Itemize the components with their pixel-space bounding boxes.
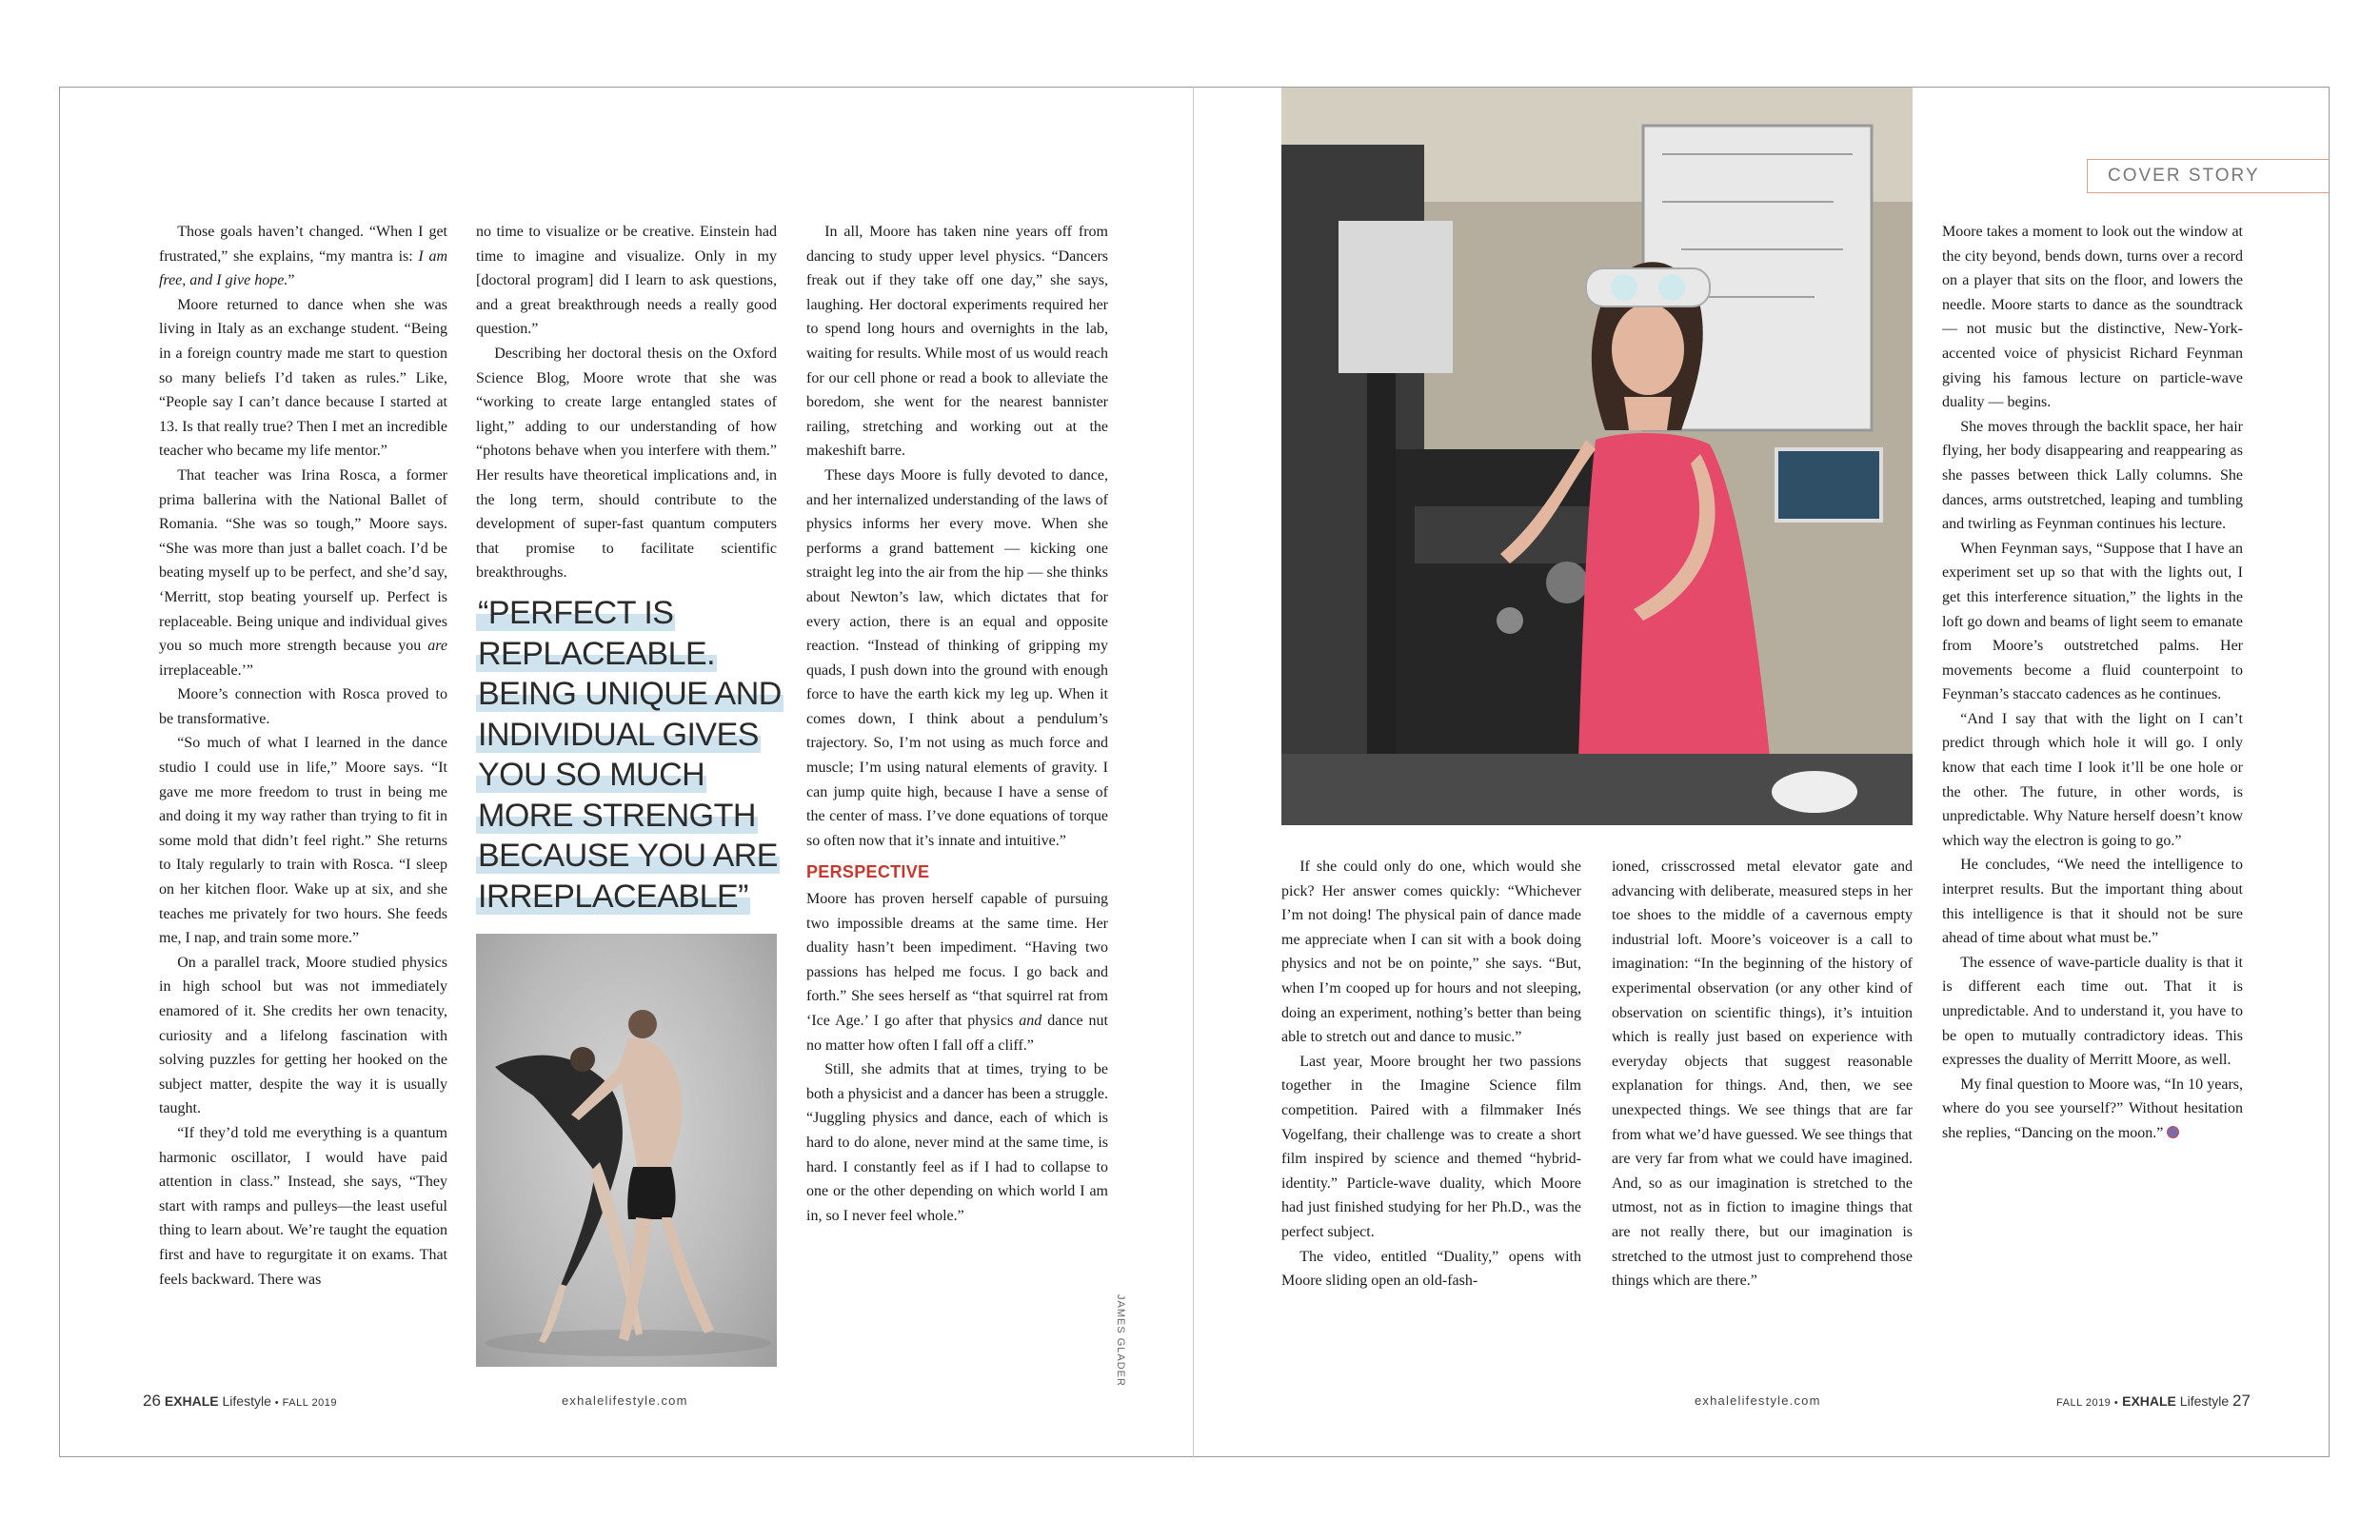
page-gutter bbox=[1193, 87, 1194, 1457]
left-column-2 bbox=[476, 220, 777, 585]
left-column-1: Those goals haven’t changed. “When I get frustrated,” she explains, “my mantra is: I am free, and I give hope.” Moore returned to dance when she was living in Italy as an exchange student. “Being in a foreign country made me start to question so many beliefs I’d taken as rules.” Like, “People say I can’t dance because I started at 13. Is that really true? Then I met an incredible teacher who became my life mentor.” That teacher was Irina Rosca, a former prima ballerina with the National Ballet of Romania. “She was so tough,” Moore says. “She was more than just a ballet coach. I’d be beating myself up to be perfect, and she’d say, ‘Merritt, stop beating yourself up. Perfect is replaceable. Being unique and individual gives you so much more strength because you are irreplaceable.’” Moore’s connection with Rosca proved to be transformative. “So much of what I learned in the dance studio I could use in life,” Moore says. “It gave me more freedom to trust in being me and doing it my way rather than trying to fit in some mold that didn’t feel right.” She returns to Italy regularly to train with Rosca. “I sleep on her kitchen floor. Wake up at six, and she teaches me privately for two hours. She feeds me, I nap, and train some more.” On a parallel track, Moore studied physics in high school but was not immediately enamored of it. She credits her own tenacity, curiosity and a lifelong fascination with solving puzzles for getting her hooked on the subject matter, despite the way it is usually taught. “If they’d told me everything is a quantum harmonic oscillator, I would have paid attention in class.” Instead, she says, “They start with ramps and pulleys—the least useful thing to learn about. We’re taught the equation first and have to regurgitate it on exams. That feels backward. There was bbox=[159, 220, 447, 1292]
paragraph: ioned, crisscrossed metal elevator gate and advancing with deliberate, measured steps in her toe shoes to the middle of a cavernous empty industrial loft. Moore’s voiceover is a call to imagination: “In the beginning of the history of experimental observation (or any other kind of observation on scientific things), it’s intuition which is really just based on experience with everyday objects that suggest reasonable explanation for things. And, then, we see unexpected things. We see things that are far from what we’d have guessed. We see things that are very far from what we could have imagined. And, so as our imagination is stretched to the utmost, not as in fiction to imagine things that are not really there, but our imagination is stretched to the utmost just to comprehend those things which are there.” bbox=[1612, 859, 1913, 1290]
right-folio: FALL 2019 • EXHALE Lifestyle 27 bbox=[2056, 1392, 2251, 1410]
end-mark-icon bbox=[2167, 1126, 2179, 1138]
paragraph: Moore’s connection with Rosca proved to be transformative. bbox=[159, 686, 447, 727]
left-url: exhalelifestyle.com bbox=[562, 1393, 688, 1408]
mantra: I am free, and I give hope. bbox=[159, 247, 447, 289]
paragraph: These days Moore is fully devoted to dance, and her internalized understanding of the laws of physics informs her every move. When she performs a grand battement — kicking one straight leg into the air from the hip — she thinks about Newton’s law, which dictates that for every action, there is an equal and opposite reaction. “Instead of thinking of gripping my quads, I push down into the ground with enough force to have the earth kick my leg up. When it comes down, I think about a pendulum’s trajectory. So, I’m not using as much force and muscle; I’m using natural elements of gravity. I can jump quite high, because I have a sense of the center of mass. I’ve done equations of torque so often now that it’s innate and intuitive.” bbox=[806, 466, 1108, 849]
left-folio: 26 EXHALE Lifestyle • FALL 2019 bbox=[143, 1392, 337, 1410]
photo-credit: JAMES GLADER bbox=[1115, 1294, 1126, 1387]
paragraph: “If they’d told me everything is a quantum harmonic oscillator, I would have paid attention in class.” Instead, she says, “They start with ramps and pulleys—the least useful thing to learn about. We’re taught the equation first and have to regurgitate it on exams. That feels backward. There was bbox=[159, 1124, 447, 1288]
paragraph: no time to visualize or be creative. Einstein had time to imagine and visualize. Only in my [doctoral program] did I learn to ask questions, and a great breakthrough needs a really good question.” bbox=[476, 224, 777, 338]
paragraph: Moore has proven herself capable of pursuing two impossible dreams at the same time. Her duality hasn’t been impediment. “Having two passions has helped me focus. I go back and forth.” She sees herself as “that squirrel rat from ‘Ice Age.’ I go after that physics bbox=[806, 891, 1108, 1029]
paragraph: My final question to Moore was, “In 10 years, where do you see yourself?” Without hesitation she replies, “Dancing on the moon.” bbox=[1942, 1076, 2243, 1141]
paragraph: When Feynman says, “Suppose that I have an experiment set up so that with the lights out, I get this interference situation,” the lights in the loft go down and beams of light seem to emanate from Moore’s outstretched palms. Her movements become a fluid counterpoint to Feynman’s staccato cadences as he continues. bbox=[1942, 540, 2243, 703]
section-heading: PERSPECTIVE bbox=[806, 862, 930, 882]
right-column-2 bbox=[1612, 855, 1913, 1293]
paragraph: Describing her doctoral thesis on the Oxford Science Blog, Moore wrote that she was “working to create large entangled states of light,” adding to our understanding of how “photons behave when you interfere with them.” Her results have theoretical implications and, in the long term, should contribute to the development of super-fast quantum computers that promise to facilitate scientific breakthroughs. bbox=[476, 345, 777, 582]
paragraph: Still, she admits that at times, trying to be both a physicist and a dancer has been a struggle. “Juggling physics and dance, each of which is hard to do alone, never mind at the same time, is hard. I constantly feel as if I had to collapse to one or the other depending on which world I am in, so I never feel whole.” bbox=[806, 1061, 1108, 1224]
paragraph: The video, entitled “Duality,” opens with Moore sliding open an old-fash- bbox=[1281, 1248, 1581, 1290]
paragraph: On a parallel track, Moore studied physics in high school but was not immediately enamored of it. She credits her own tenacity, curiosity and a lifelong fascination with solving puzzles for getting her hooked on the subject matter, despite the way it is usually taught. bbox=[159, 954, 447, 1117]
paragraph: He concludes, “We need the intelligence to interpret results. But the important thing about this intelligence is that it should not be sure ahead of time about what must be.” bbox=[1942, 857, 2243, 947]
right-url: exhalelifestyle.com bbox=[1695, 1393, 1821, 1408]
paragraph: Those goals haven’t changed. “When I get frustrated,” she explains, “my mantra is: bbox=[159, 224, 447, 265]
paragraph: Moore takes a moment to look out the window at the city beyond, bends down, turns over a record on a player that sits on the floor, and lowers the needle. Moore starts to dance as the soundtrack — not music but the distinctive, New-York-accented voice of physicist Richard Feynman giving his famous lecture on particle-wave duality — begins. bbox=[1942, 224, 2243, 411]
right-column-1 bbox=[1281, 855, 1581, 1293]
paragraph: Moore returned to dance when she was living in Italy as an exchange student. “Being in a foreign country made me start to question so many beliefs I’d taken as rules.” Like, “People say I can’t dance because I started at 13. Is that really true? Then I met an incredible teacher who became my life mentor.” bbox=[159, 296, 447, 460]
paragraph: If she could only do one, which would she pick? Her answer comes quickly: “Whichever I’m not doing! The physical pain of dance made me appreciate when I can sit with a book doing physics and not be on pointe,” she says. “But, when I’m cooped up for hours and not sleeping, doing an experiment, nothing’s better than being able to stretch out and dance to music.” bbox=[1281, 859, 1581, 1046]
lab-illustration bbox=[1281, 88, 1913, 825]
lab-photo bbox=[1281, 88, 1913, 825]
paragraph: That teacher was Irina Rosca, a former prima ballerina with the National Ballet of Romania. “She was so tough,” Moore says. “She was more than just a ballet coach. I’d be beating myself up to be perfect, and she’d say, ‘Merritt, stop beating yourself up. Perfect is replaceable. Being unique and individual gives you so much more strength because you bbox=[159, 466, 447, 655]
paragraph: In all, Moore has taken nine years off from dancing to study upper level physics. “Dancers freak out if they take off one day,” she says, laughing. Her doctoral experiments required her to spend long hours and overnights in the lab, waiting for results. While most of us would reach for our cell phone or read a book to alleviate the boredom, she went for the nearest bannister railing, stretching and working out at the makeshift barre. bbox=[806, 224, 1108, 460]
dancers-illustration bbox=[476, 934, 777, 1367]
paragraph: The essence of wave-particle duality is that it is different each time out. That it is unpredictable. And to understand it, you have to be open to mutually contradictory ideas. This expresses the duality of Merritt Moore, as well. bbox=[1942, 954, 2243, 1069]
left-column-3: In all, Moore has taken nine years off from dancing to study upper level physics. “Dancers freak out if they take off one day,” she says, laughing. Her doctoral experiments required her to spend long hours and overnights in the lab, waiting for results. While most of us would reach for our cell phone or read a book to alleviate the boredom, she went for the nearest bannister railing, stretching and working out at the makeshift barre. These days Moore is fully devoted to dance, and her internalized understanding of the laws of physics informs her every move. When she performs a grand battement — kicking one straight leg into the air from the hip — she thinks about Newton’s law, which dictates that for every action, there is an equal and opposite reaction. “Instead of thinking of gripping my quads, I push down into the ground with enough force to have the earth kick my leg up. When it comes down, I think about a pendulum’s trajectory. So, I’m not using as much force and muscle; I’m using natural elements of gravity. I can jump quite high, because I have a sense of the center of mass. I’ve done equations of torque so often now that it’s innate and intuitive.” PERSPECTIVE Moore has proven herself capable of pursuing two impossible dreams at the same time. Her duality hasn’t been impediment. “Having two passions has helped me focus. I go back and forth.” She sees herself as “that squirrel rat from ‘Ice Age.’ I go after that physics and dance nut no matter how often I fall off a cliff.” Still, she admits that at times, trying to be both a physicist and a dancer has been a struggle. “Juggling physics and dance, each of which is hard to do alone, never mind at the same time, is hard. I constantly feel as if I had to collapse to one or the other depending on which world I am in, so I never feel whole.” bbox=[806, 220, 1108, 1228]
right-column-3 bbox=[1942, 220, 2243, 1146]
dancers-photo bbox=[476, 934, 777, 1367]
paragraph: “So much of what I learned in the dance studio I could use in life,” Moore says. “It gave me more freedom to trust in being me and doing it my way rather than trying to fit in some mold that didn’t feel right.” She returns to Italy regularly to train with Rosca. “I sleep on her kitchen floor. Wake up at six, and she teaches me privately for two hours. She feeds me, I nap, and train some more.” bbox=[159, 735, 447, 947]
paragraph: She moves through the backlit space, her hair flying, her body disappearing and reappearing as she passes between thick Lally columns. She dances, arms outstretched, leaping and tumbling and twirling as Feynman continues his lecture. bbox=[1942, 418, 2243, 533]
paragraph: Last year, Moore brought her two passions together in the Imagine Science film competition. Paired with a filmmaker Inés Vogelfang, their challenge was to create a short film inspired by science and themed “hybrid-identity.” Particle-wave duality, which Moore had just finished studying for her Ph.D., was the perfect subject. bbox=[1281, 1053, 1581, 1240]
cover-story-tag: COVER STORY bbox=[2087, 159, 2330, 193]
pull-quote: “PERFECT IS REPLACEABLE. BEING UNIQUE AND INDIVIDUAL GIVES YOU SO MUCH MORE STRENGTH BECAUSE YOU ARE IRREPLACEABLE” bbox=[478, 595, 782, 915]
paragraph: “And I say that with the light on I can’t predict through which hole it will go. I only know that each time I look it’ll be one hole or the other. The future, in other words, is unpredictable. Why Nature herself doesn’t know which way the electron is going to go.” bbox=[1942, 710, 2243, 849]
